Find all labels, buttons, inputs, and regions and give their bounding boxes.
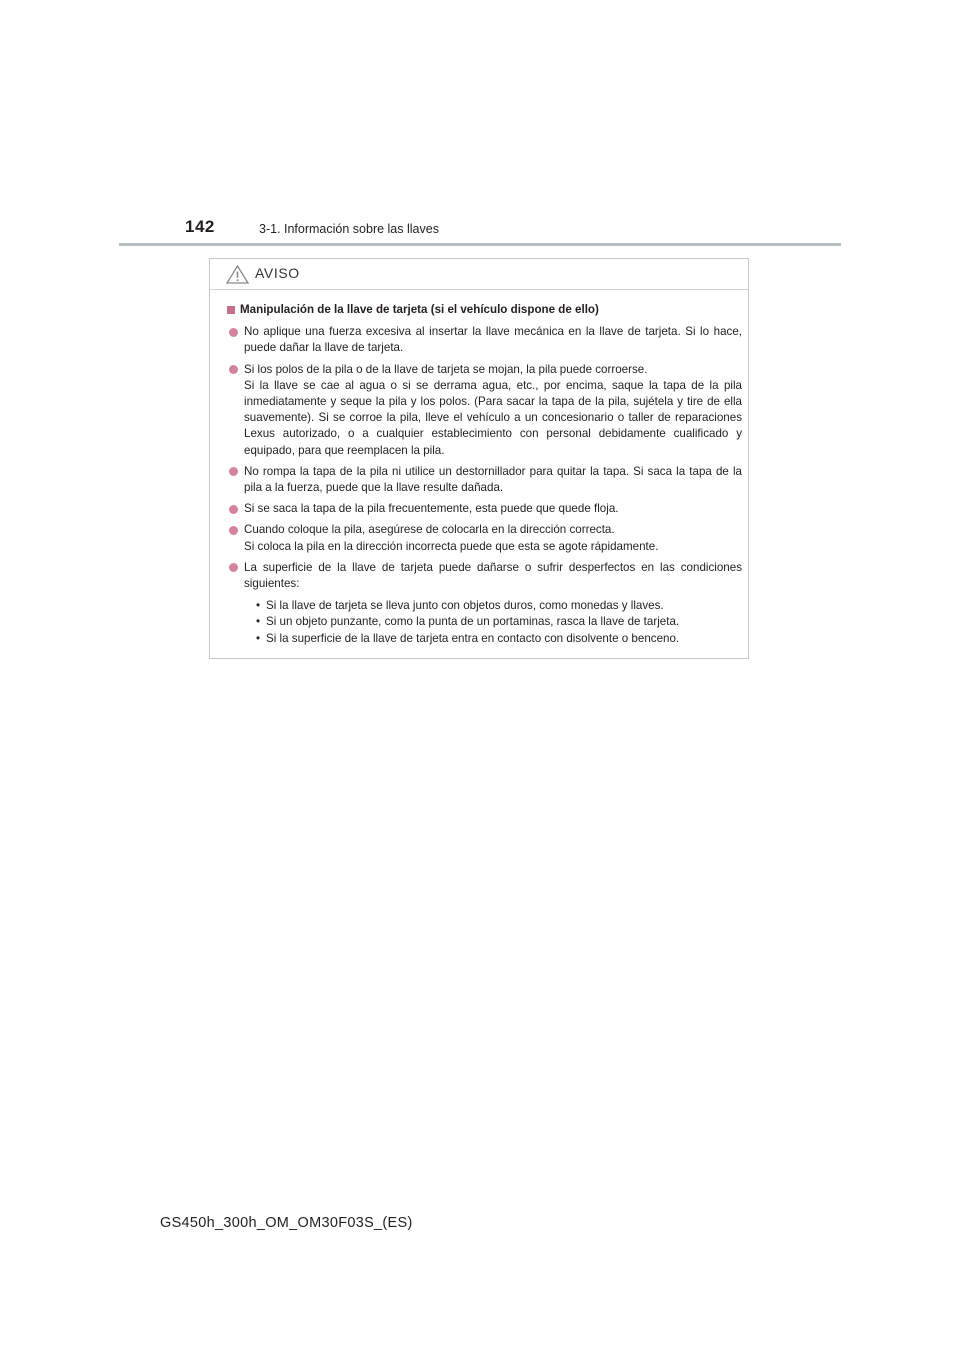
list-item bbox=[227, 522, 742, 554]
sub-list-item: • Si un objeto punzante, como la punta de un portaminas, rasca la llave de tarjeta. bbox=[256, 614, 742, 630]
page-number: 142 bbox=[185, 217, 215, 236]
header-divider bbox=[119, 243, 841, 246]
item-text: Si la llave se cae al agua o si se derrama agua, etc., por encima, saque la tapa de la pila inmediatamente y seque la pila y los polos. (Para sacar la tapa de la pila, sujétela y tire de ella suavemente). Si se corroe la pila, lleve el vehículo a un concesionario o taller de reparaciones Lexus autorizado, o a cualquier establecimiento con personal debidamente cualificado y equipado, para que reemplacen la pila. bbox=[244, 378, 742, 457]
item-text: Si los polos de la pila o de la llave de tarjeta se mojan, la pila puede corroerse. bbox=[244, 362, 648, 376]
list-item bbox=[227, 501, 742, 517]
warning-topic-text: Manipulación de la llave de tarjeta (si el vehículo dispone de ello) bbox=[240, 303, 599, 316]
warning-box bbox=[209, 258, 749, 659]
round-bullet-icon bbox=[229, 365, 238, 374]
item-text: No rompa la tapa de la pila ni utilice un destornillador para quitar la tapa. Si saca la tapa de la pila a la fuerza, puede que la llave resulte dañada. bbox=[244, 464, 742, 495]
warning-topic bbox=[227, 302, 742, 318]
round-bullet-icon bbox=[229, 505, 238, 514]
footer-code: GS450h_300h_OM_OM30F03S_(ES) bbox=[160, 1215, 413, 1231]
item-text: Si coloca la pila en la dirección incorrecta puede que esta se agote rápidamente. bbox=[244, 539, 659, 553]
item-text: Cuando coloque la pila, asegúrese de colocarla en la dirección correcta. bbox=[244, 523, 615, 537]
list-item bbox=[227, 464, 742, 496]
round-bullet-icon bbox=[229, 467, 238, 476]
sub-list bbox=[244, 598, 742, 647]
sub-list-item: • Si la llave de tarjeta se lleva junto con objetos duros, como monedas y llaves. bbox=[256, 598, 742, 614]
sub-list-item: • Si la superficie de la llave de tarjeta entra en contacto con disolvente o benceno. bbox=[256, 631, 742, 647]
round-bullet-icon bbox=[229, 526, 238, 535]
warning-triangle-icon bbox=[226, 265, 249, 284]
list-item bbox=[227, 560, 742, 647]
warning-header bbox=[210, 259, 748, 290]
round-bullet-icon bbox=[229, 328, 238, 337]
warning-body bbox=[210, 290, 748, 647]
list-item bbox=[227, 324, 742, 356]
page-header bbox=[0, 0, 960, 250]
item-text: Si se saca la tapa de la pila frecuentemente, esta puede que quede floja. bbox=[244, 502, 619, 516]
item-text: No aplique una fuerza excesiva al insertar la llave mecánica en la llave de tarjeta. Si lo hace, puede dañar la llave de tarjeta. bbox=[244, 325, 742, 355]
warning-title: AVISO bbox=[255, 265, 300, 281]
item-text: La superficie de la llave de tarjeta puede dañarse o sufrir desperfectos en las condiciones siguientes: bbox=[244, 560, 742, 591]
list-item bbox=[227, 362, 742, 459]
section-title: 3-1. Información sobre las llaves bbox=[259, 222, 439, 236]
square-bullet-icon bbox=[227, 306, 235, 314]
round-bullet-icon bbox=[229, 563, 238, 572]
